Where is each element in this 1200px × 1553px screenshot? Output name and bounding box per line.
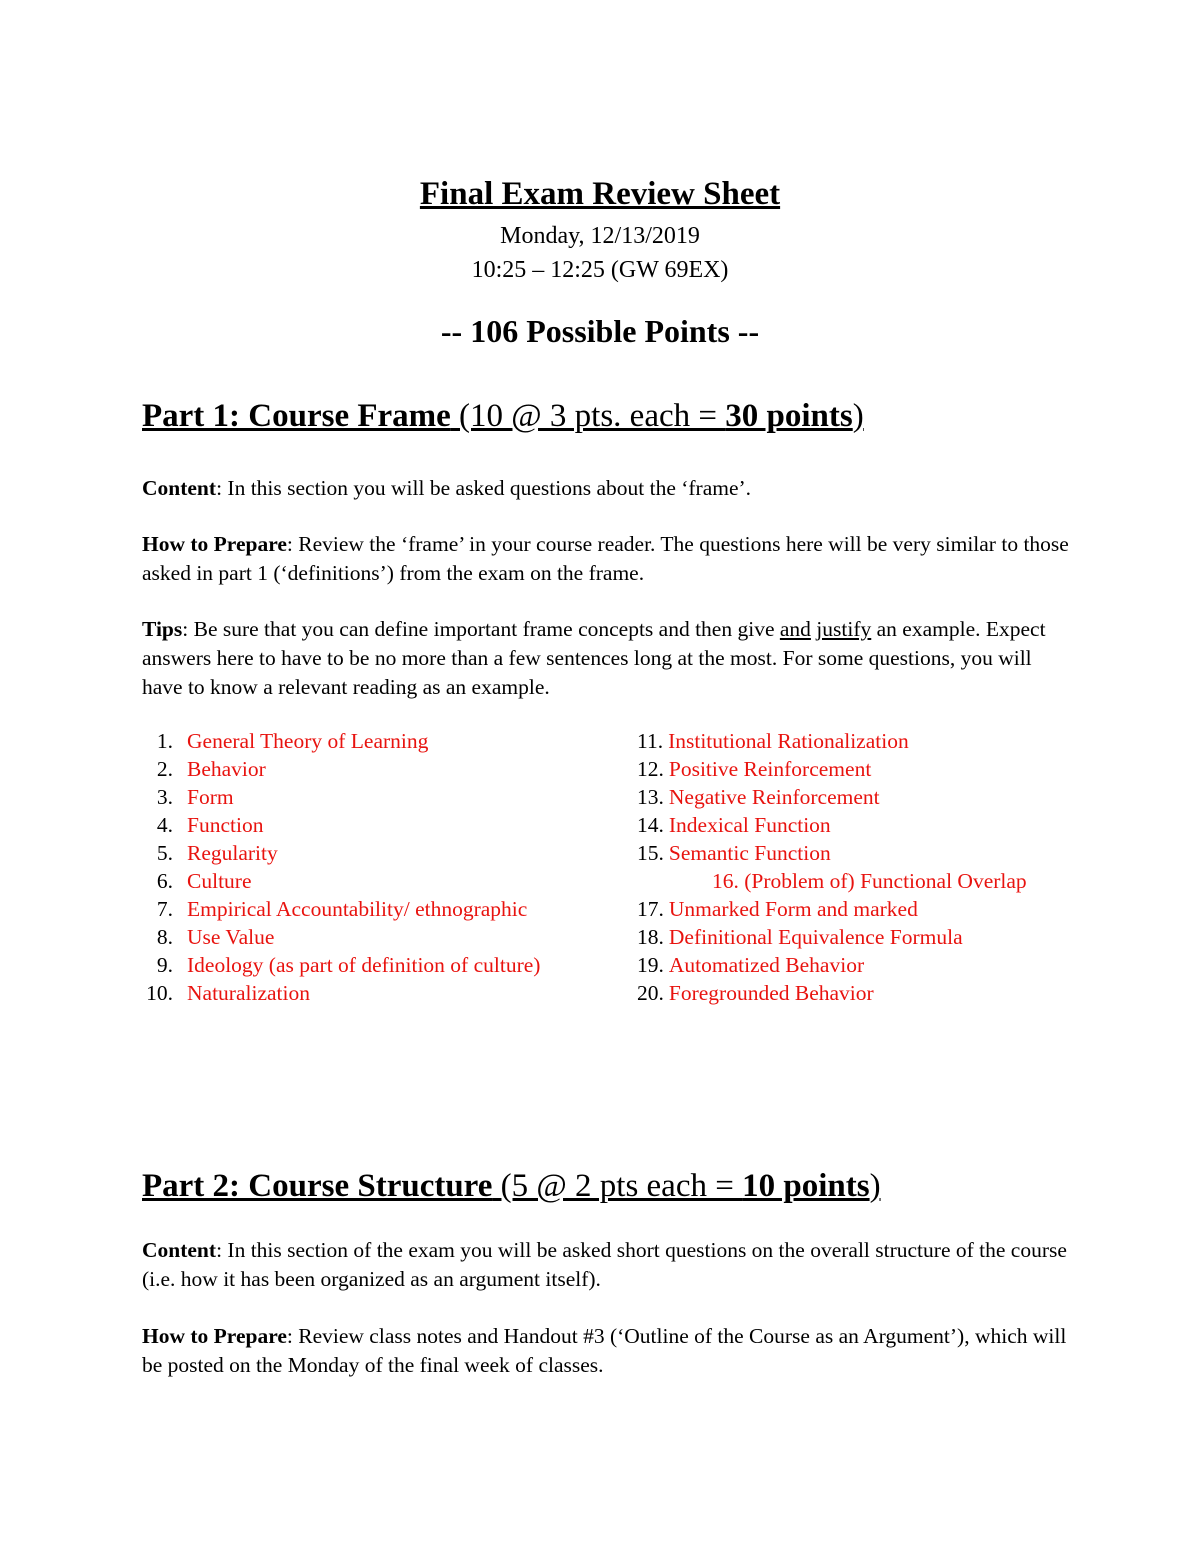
list-item-term: General Theory of Learning — [187, 729, 429, 753]
list-item-number: 7. — [156, 897, 173, 921]
list-item — [140, 839, 278, 867]
part2-heading-points: 10 points — [742, 1168, 870, 1204]
part1-prepare — [142, 530, 1072, 588]
list-item-number: 13. — [637, 785, 664, 809]
list-item — [637, 755, 871, 783]
list-item — [140, 979, 310, 1007]
list-item-term: Ideology (as part of definition of culture) — [187, 953, 541, 977]
part2-heading-detail: (5 @ 2 pts each = — [492, 1168, 743, 1204]
possible-points: -- 106 Possible Points -- — [440, 313, 760, 349]
list-item-term: Naturalization — [187, 981, 310, 1005]
list-item-number: 11. — [637, 729, 664, 753]
list-item-number: 17. — [637, 897, 664, 921]
part2-heading-title: Part 2: Course Structure — [142, 1168, 493, 1204]
list-item — [140, 811, 263, 839]
prepare-label: How to Prepare — [142, 532, 287, 556]
list-item — [140, 923, 274, 951]
content-label: Content — [142, 1238, 217, 1262]
list-item-number: 2. — [156, 757, 173, 781]
list-item-number: 15. — [637, 841, 664, 865]
list-item-term: Regularity — [187, 841, 278, 865]
prepare-text: : Review class notes and Handout #3 (‘Outline of the Course as an Argument’), which will be posted on the Monday of the final week of classes. — [142, 1324, 1067, 1377]
prepare-text: : Review the ‘frame’ in your course reader. The questions here will be very similar to those asked in part 1 (‘definitions’) from the exam on the frame. — [142, 532, 1069, 585]
list-item-number: 1. — [156, 729, 173, 753]
list-item-number: 19. — [637, 953, 664, 977]
list-item-term: Definitional Equivalence Formula — [668, 925, 963, 949]
part1-heading-title: Part 1: Course Frame — [142, 398, 451, 434]
list-item — [637, 979, 874, 1007]
prepare-label: How to Prepare — [142, 1324, 287, 1348]
part2-heading-close: ) — [869, 1168, 881, 1204]
list-item-number: 12. — [637, 757, 664, 781]
part1-heading-detail: (10 @ 3 pts. each = — [450, 398, 726, 434]
part2-content — [142, 1236, 1072, 1294]
part1-heading-points: 30 points — [725, 398, 853, 434]
document-title: Final Exam Review Sheet — [419, 176, 781, 212]
list-item-number: 4. — [156, 813, 173, 837]
content-text: : In this section of the exam you will be asked short questions on the overall structure of the course (i.e. how it has been organized as an argument itself). — [142, 1238, 1067, 1291]
list-item-number: 3. — [156, 785, 173, 809]
list-item — [637, 923, 963, 951]
list-item — [140, 895, 527, 923]
list-item-number: 5. — [156, 841, 173, 865]
list-item-number: 9. — [156, 953, 173, 977]
list-item — [140, 867, 252, 895]
tips-label: Tips — [142, 617, 183, 641]
list-item-term: Use Value — [187, 925, 275, 949]
list-item-term: Positive Reinforcement — [668, 757, 872, 781]
list-item-number: 10. — [146, 981, 173, 1005]
list-item — [707, 867, 1027, 895]
list-item-term: Function — [187, 813, 264, 837]
list-item-number: 8. — [156, 925, 173, 949]
list-item-term: Form — [187, 785, 234, 809]
list-item-term: Foregrounded Behavior — [668, 981, 874, 1005]
list-item-number: 18. — [637, 925, 664, 949]
list-item — [140, 783, 234, 811]
list-item — [637, 951, 864, 979]
tips-justify: justify — [816, 617, 872, 641]
list-item-term: Automatized Behavior — [668, 953, 865, 977]
tips-text-2: an example. Expect answers here to have to be no more than a few sentences long at the most. For some questions, you will have to know a relevant reading as an example. — [142, 617, 1046, 699]
list-item-term: Behavior — [187, 757, 266, 781]
list-item-term: Negative Reinforcement — [668, 785, 880, 809]
part1-tips — [142, 615, 1072, 702]
list-item-number: 6. — [156, 869, 173, 893]
list-item — [637, 839, 831, 867]
list-item — [637, 811, 831, 839]
list-item-term: Indexical Function — [668, 813, 831, 837]
part1-heading-close: ) — [852, 398, 864, 434]
list-item — [140, 755, 266, 783]
list-item-term: Empirical Accountability/ ethnographic — [187, 897, 528, 921]
exam-date: Monday, 12/13/2019 — [500, 223, 700, 249]
list-item-term: Semantic Function — [668, 841, 831, 865]
list-item — [140, 951, 540, 979]
part1-content — [142, 474, 1072, 503]
part2-heading — [142, 1168, 881, 1205]
list-item — [637, 727, 909, 755]
exam-time: 10:25 – 12:25 (GW 69EX) — [471, 257, 729, 283]
part2-prepare — [142, 1322, 1072, 1380]
tips-text-1: : Be sure that you can define important frame concepts and then give — [182, 617, 780, 641]
content-label: Content — [142, 476, 217, 500]
list-item-number: 20. — [637, 981, 664, 1005]
tips-and: and — [779, 617, 811, 641]
list-item-number: 14. — [637, 813, 664, 837]
list-item-term: 16. (Problem of) Functional Overlap — [712, 869, 1027, 893]
list-item — [140, 727, 428, 755]
list-item-term: Culture — [187, 869, 252, 893]
list-item-term: Institutional Rationalization — [668, 729, 909, 753]
list-item — [637, 895, 918, 923]
list-item — [637, 783, 880, 811]
content-text: : In this section you will be asked questions about the ‘frame’. — [216, 476, 752, 500]
part1-heading — [142, 398, 864, 435]
list-item-term: Unmarked Form and marked — [668, 897, 918, 921]
